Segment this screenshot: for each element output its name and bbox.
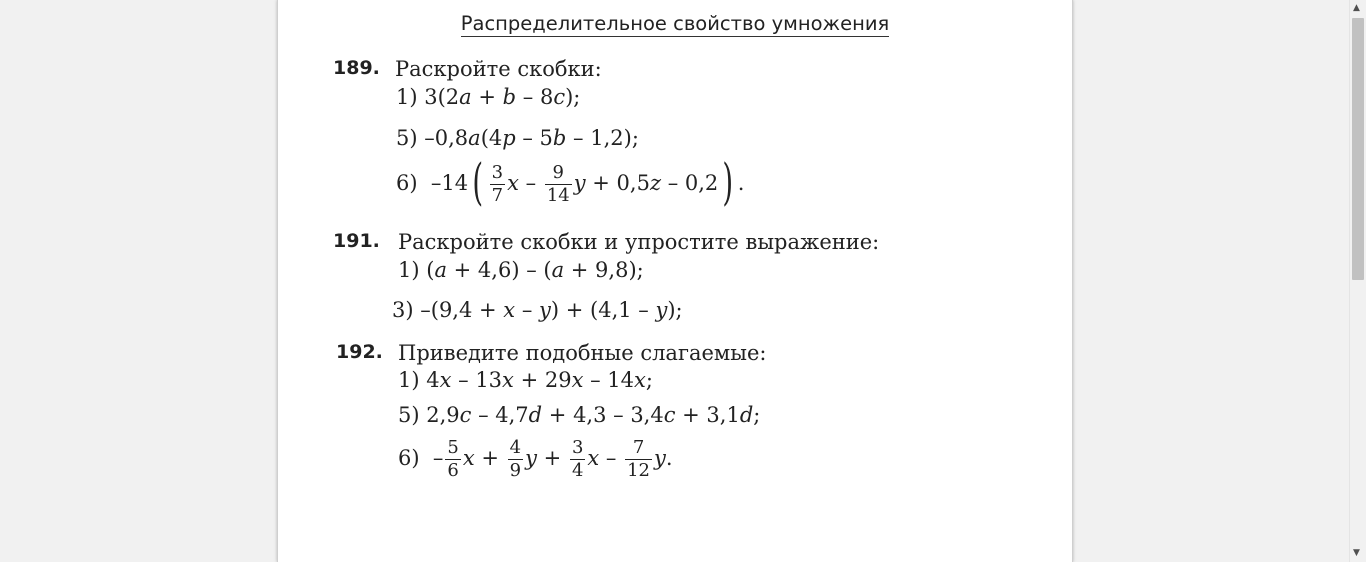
problem-number-189: 189. xyxy=(333,57,380,79)
fraction: $\frac{7}{12}$ xyxy=(627,437,651,481)
expr-189-5: 5) –0,8a(4p – 5b – 1,2); xyxy=(396,126,639,150)
right-paren: ) xyxy=(722,152,734,211)
problem-task-192: Приведите подобные слагаемые: xyxy=(398,341,767,365)
expr-192-1: 1) 4x – 13x + 29x – 14x; xyxy=(398,368,653,392)
fraction: $\frac{9}{14}$ xyxy=(546,162,570,206)
fraction: $\frac{3}{7}$ xyxy=(491,162,504,206)
expr-191-1: 1) (a + 4,6) – (a + 9,8); xyxy=(398,258,644,282)
expr-191-3: 3) –(9,4 + x – y) + (4,1 – y); xyxy=(392,298,683,322)
expr-192-6: 6) – $\frac{5}{6}$ x + $\frac{4}{9}$ y + $\frac{3}{4}$ x – $\frac{7}{12}$ y. xyxy=(398,437,673,481)
problem-task-189: Раскройте скобки: xyxy=(395,57,602,81)
left-paren: ( xyxy=(472,152,484,211)
problem-number-192: 192. xyxy=(336,341,383,363)
vertical-scrollbar[interactable] xyxy=(1349,0,1366,562)
fraction: $\frac{3}{4}$ xyxy=(571,437,584,481)
expr-189-1: 1) 3(2a + b – 8c); xyxy=(396,85,581,109)
problem-task-191: Раскройте скобки и упростите выражение: xyxy=(398,230,880,254)
textbook-page xyxy=(277,0,1073,562)
expr-189-6: 6) –14( $\frac{3}{7}$ x – $\frac{9}{14}$ y + 0,5z – 0,2) . xyxy=(396,152,745,211)
expr-192-5: 5) 2,9c – 4,7d + 4,3 – 3,4c + 3,1d; xyxy=(398,403,761,427)
scroll-down-arrow-icon[interactable]: ▼ xyxy=(1353,548,1360,558)
fraction: $\frac{4}{9}$ xyxy=(509,437,522,481)
scroll-up-arrow-icon[interactable]: ▲ xyxy=(1353,3,1360,13)
scrollbar-thumb[interactable] xyxy=(1352,18,1364,280)
fraction: $\frac{5}{6}$ xyxy=(447,437,459,481)
page-title: Распределительное свойство умножения xyxy=(460,12,890,35)
problem-number-191: 191. xyxy=(333,230,380,252)
